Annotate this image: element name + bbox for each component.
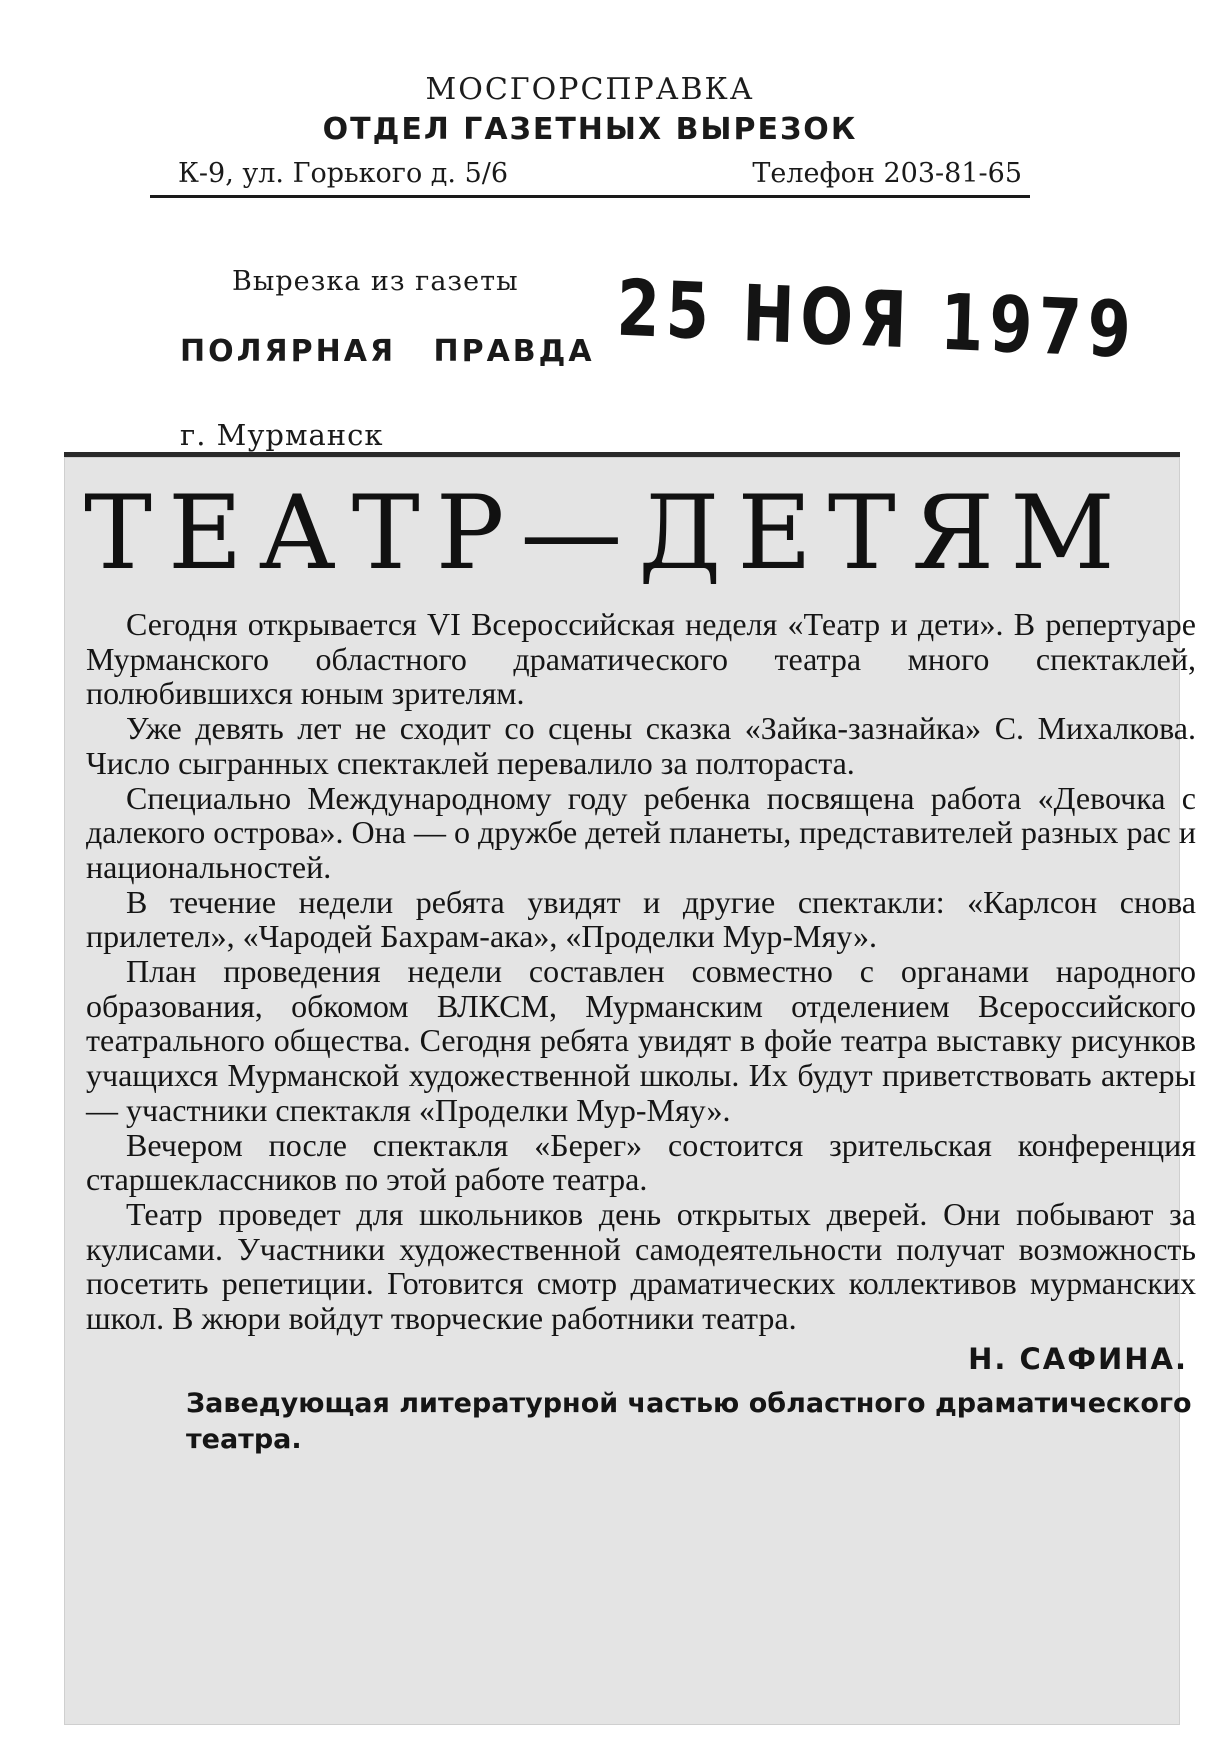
newspaper-clipping xyxy=(64,452,1196,1725)
article-paragraph: Сегодня открывается VI Всероссийская неделя «Театр и дети». В репертуаре Мурманского областного драматического театра много спектаклей, полюбившихся юным зрителям. xyxy=(86,606,1196,712)
address-row xyxy=(150,158,1030,198)
article-paragraph: Уже девять лет не сходит со сцены сказка «Зайка-зазнайка» С. Михалкова. Число сыгранных спектаклей перевалило за полтораста. xyxy=(86,710,1196,781)
article-paragraph: Театр проведет для школьников день открытых дверей. Они побывают за кулисами. Участники художественной самодеятельности получат возможность посетить репетиции. Готовится смотр драматических коллективов мурманских школ. В жюри войдут творческие работники театра. xyxy=(86,1195,1196,1337)
article-paragraph: План проведения недели составлен совместно с органами народного образования, обкомом ВЛКСМ, Мурманским отделением Всероссийского театрального общества. Сегодня ребята увидят в фойе театра выставку рисунков учащихся Мурманской художественной школы. Их будут приветствовать актеры — участники спектакля «Проделки Мур-Мяу». xyxy=(86,953,1196,1128)
address: К-9, ул. Горького д. 5/6 xyxy=(178,158,509,189)
article-headline: ТЕАТР—ДЕТЯМ xyxy=(84,474,1131,593)
newspaper-name: ПОЛЯРНАЯ ПРАВДА xyxy=(180,334,595,369)
clip-label: Вырезка из газеты xyxy=(232,266,519,297)
organization-name: МОСГОРСПРАВКА xyxy=(425,72,755,107)
article-paragraph: Вечером после спектакля «Берег» состоится зрительская конференция старшеклассников по этой работе театра. xyxy=(86,1126,1196,1198)
slip-header xyxy=(150,72,1030,198)
city: г. Мурманск xyxy=(180,418,384,452)
article-author: Н. САФИНА. xyxy=(968,1341,1188,1376)
article-paragraph: В течение недели ребята увидят и другие спектакли: «Карлсон снова прилетел», «Чародей Бахрам-ака», «Проделки Мур-Мяу». xyxy=(86,883,1196,955)
author-position: Заведующая литературной частью областного драматического театра. xyxy=(186,1388,1192,1456)
article-paragraph: Специально Международному году ребенка посвящена работа «Девочка с далекого острова». Она — о дружбе детей планеты, представителей разных рас и национальностей. xyxy=(86,779,1196,885)
phone: Телефон 203-81-65 xyxy=(752,158,1022,189)
department-name: ОТДЕЛ ГАЗЕТНЫХ ВЫРЕЗОК xyxy=(322,112,858,147)
date-stamp: 25 НОЯ 1979 xyxy=(615,262,1139,376)
article-body xyxy=(86,607,1196,1458)
